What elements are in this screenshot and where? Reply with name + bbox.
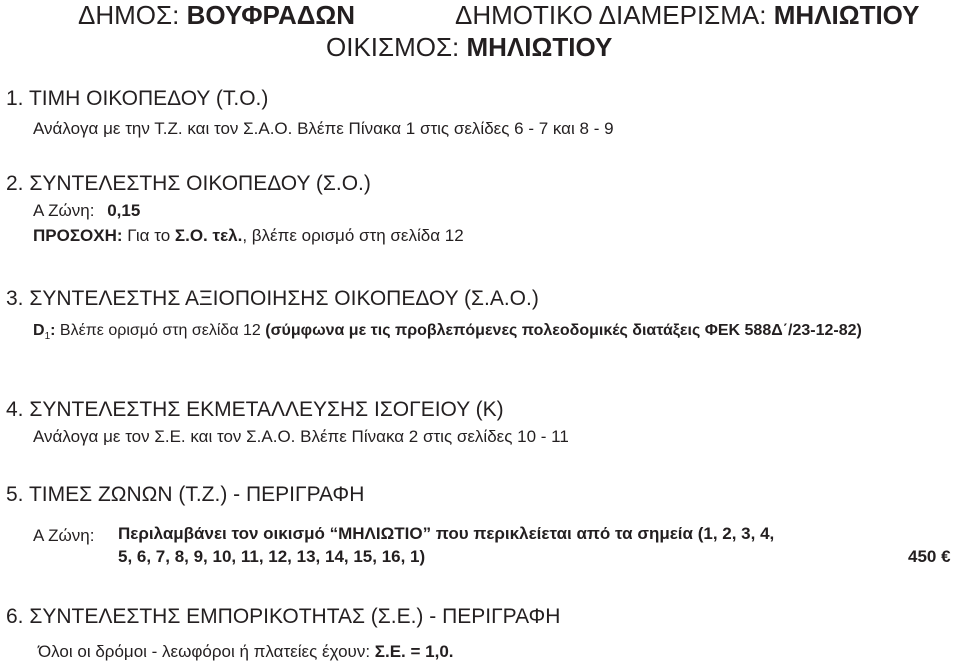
section-5-desc-line2: 5, 6, 7, 8, 9, 10, 11, 12, 13, 14, 15, 16, 1) xyxy=(118,547,426,566)
section-5-title: 5. ΤΙΜΕΣ ΖΩΝΩΝ (Τ.Ζ.) - ΠΕΡΙΓΡΑΦΗ xyxy=(6,483,365,506)
section-2-zone xyxy=(33,201,140,221)
section-3-title: 3. ΣΥΝΤΕΛΕΣΤΗΣ ΑΞΙΟΠΟΙΗΣΗΣ ΟΙΚΟΠΕΔΟΥ (Σ.Α.Ο.) xyxy=(6,287,539,310)
district-label: ΔΗΜΟΤΙΚΟ ΔΙΑΜΕΡΙΣΜΑ: xyxy=(455,0,767,30)
municipality-heading xyxy=(78,0,355,31)
section-3-plain: Βλέπε ορισμό στη σελίδα 12 xyxy=(55,322,266,339)
settlement-heading xyxy=(326,32,612,63)
section-2-title: 2. ΣΥΝΤΕΛΕΣΤΗΣ ΟΙΚΟΠΕΔΟΥ (Σ.Ο.) xyxy=(6,172,371,195)
section-6-title: 6. ΣΥΝΤΕΛΕΣΤΗΣ ΕΜΠΟΡΙΚΟΤΗΤΑΣ (Σ.Ε.) - ΠΕΡΙΓΡΑΦΗ xyxy=(6,605,561,628)
section-3-text xyxy=(33,322,862,342)
section-1-title: 1. ΤΙΜΗ ΟΙΚΟΠΕΔΟΥ (Τ.Ο.) xyxy=(6,87,269,110)
settlement-label: ΟΙΚΙΣΜΟΣ: xyxy=(326,32,460,62)
note-bold: Σ.Ο. τελ. xyxy=(174,226,243,245)
zone-label: Α Ζώνη: xyxy=(33,201,95,220)
d-label: D xyxy=(33,322,45,339)
section-6-bold: Σ.Ε. = 1,0. xyxy=(374,642,454,661)
note-label: ΠΡΟΣΟΧΗ: xyxy=(33,226,123,245)
district-value: ΜΗΛΙΩΤΙΟΥ xyxy=(773,0,920,30)
section-1-text: Ανάλογα με την Τ.Ζ. και τον Σ.Α.Ο. Βλέπε Πίνακα 1 στις σελίδες 6 - 7 και 8 - 9 xyxy=(33,119,614,138)
section-6-text xyxy=(38,642,454,662)
section-4-text: Ανάλογα με τον Σ.Ε. και τον Σ.Α.Ο. Βλέπε Πίνακα 2 στις σελίδες 10 - 11 xyxy=(33,427,569,446)
note-end: , βλέπε ορισμό στη σελίδα 12 xyxy=(242,226,464,245)
d-subscript: 1 xyxy=(44,331,51,343)
section-6-plain: Όλοι οι δρόμοι - λεωφόροι ή πλατείες έχουν: xyxy=(38,642,375,661)
section-2-note xyxy=(33,226,464,246)
zone-price: 450 € xyxy=(908,547,951,566)
settlement-value: ΜΗΛΙΩΤΙΟΥ xyxy=(466,32,613,62)
municipality-label: ΔΗΜΟΣ: xyxy=(78,0,180,30)
section-5-desc-line1: Περιλαμβάνει τον οικισμό “ΜΗΛΙΩΤΙΟ” που περικλείεται από τα σημεία (1, 2, 3, 4, xyxy=(118,524,775,543)
district-heading xyxy=(455,0,920,31)
section-4-title: 4. ΣΥΝΤΕΛΕΣΤΗΣ ΕΚΜΕΤΑΛΛΕΥΣΗΣ ΙΣΟΓΕΙΟΥ (Κ) xyxy=(6,398,504,421)
section-3-bold: (σύμφωνα με τις προβλεπόμενες πολεοδομικές διατάξεις ΦΕΚ 588Δ΄/23-12-82) xyxy=(265,322,862,339)
note-mid: Για το xyxy=(122,226,175,245)
zone-value: 0,15 xyxy=(107,201,141,220)
section-5-zone-label: Α Ζώνη: xyxy=(33,526,95,545)
d-colon: : xyxy=(50,322,56,339)
municipality-value: ΒΟΥΦΡΑΔΩΝ xyxy=(186,0,356,30)
